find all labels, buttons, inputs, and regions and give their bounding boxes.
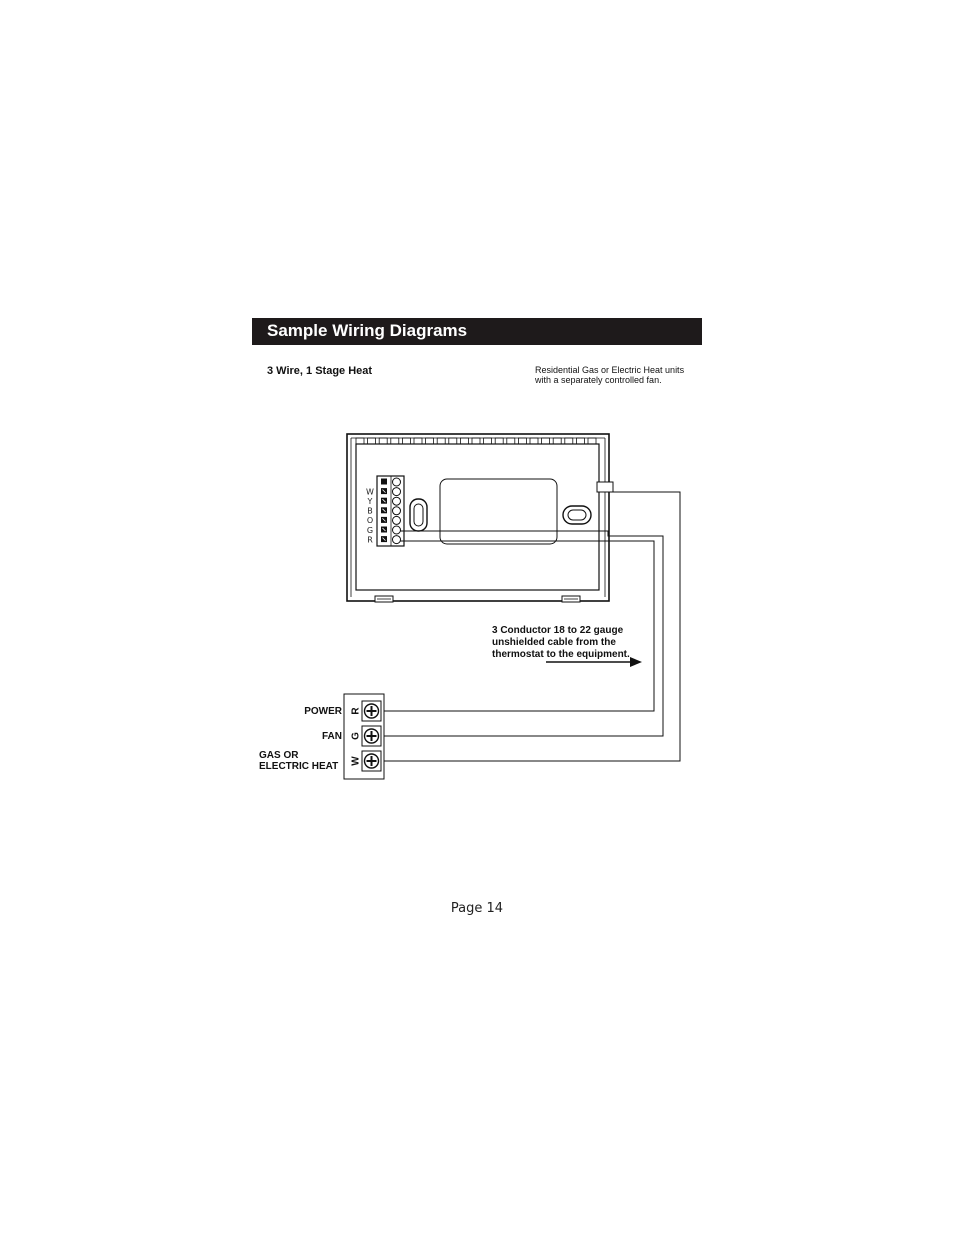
terminal-post	[393, 516, 401, 524]
page-number: Page 14	[450, 901, 504, 916]
thermostat-terminal-label: R	[367, 535, 373, 545]
equipment-terminal-letter: R	[350, 707, 362, 715]
terminal-post	[393, 488, 401, 496]
thermostat-terminal-label: O	[366, 516, 374, 526]
diagram-subtitle: 3 Wire, 1 Stage Heat	[267, 365, 373, 377]
terminal-post	[393, 507, 401, 515]
thermostat-base	[347, 434, 613, 602]
terminal-post	[393, 478, 401, 486]
equipment-label-fan	[262, 731, 342, 742]
thermostat-terminal-label: Y	[367, 497, 373, 506]
equipment-label-line: POWER	[304, 706, 342, 717]
equipment-label-line: GAS OR	[259, 750, 299, 761]
equipment-label-power	[262, 706, 342, 717]
page-title: Sample Wiring Diagrams	[267, 321, 468, 340]
terminal-screw	[381, 479, 387, 485]
description-line: Residential Gas or Electric Heat units	[535, 365, 685, 375]
cable-note-line: 3 Conductor 18 to 22 gauge	[492, 625, 624, 636]
terminal-post	[393, 536, 401, 544]
description-line: with a separately controlled fan.	[535, 375, 662, 385]
terminal-post	[393, 526, 401, 534]
equipment-label-line: ELECTRIC HEAT	[259, 761, 339, 772]
terminal-post	[393, 497, 401, 505]
equipment-label-line: FAN	[322, 731, 342, 742]
equipment-terminal-letter: G	[350, 732, 362, 740]
cable-note-line: unshielded cable from the	[492, 637, 616, 648]
thermostat-terminal-label: W	[366, 487, 374, 497]
cable-note-line: thermostat to the equipment.	[492, 649, 630, 660]
thermostat-terminal-label: G	[366, 525, 374, 535]
equipment-terminal-letter: W	[350, 756, 362, 766]
equipment-label-heat	[259, 750, 342, 772]
equipment-terminal-block	[344, 694, 384, 779]
cable-note	[492, 625, 652, 661]
thermostat-terminal-label: B	[367, 506, 373, 516]
